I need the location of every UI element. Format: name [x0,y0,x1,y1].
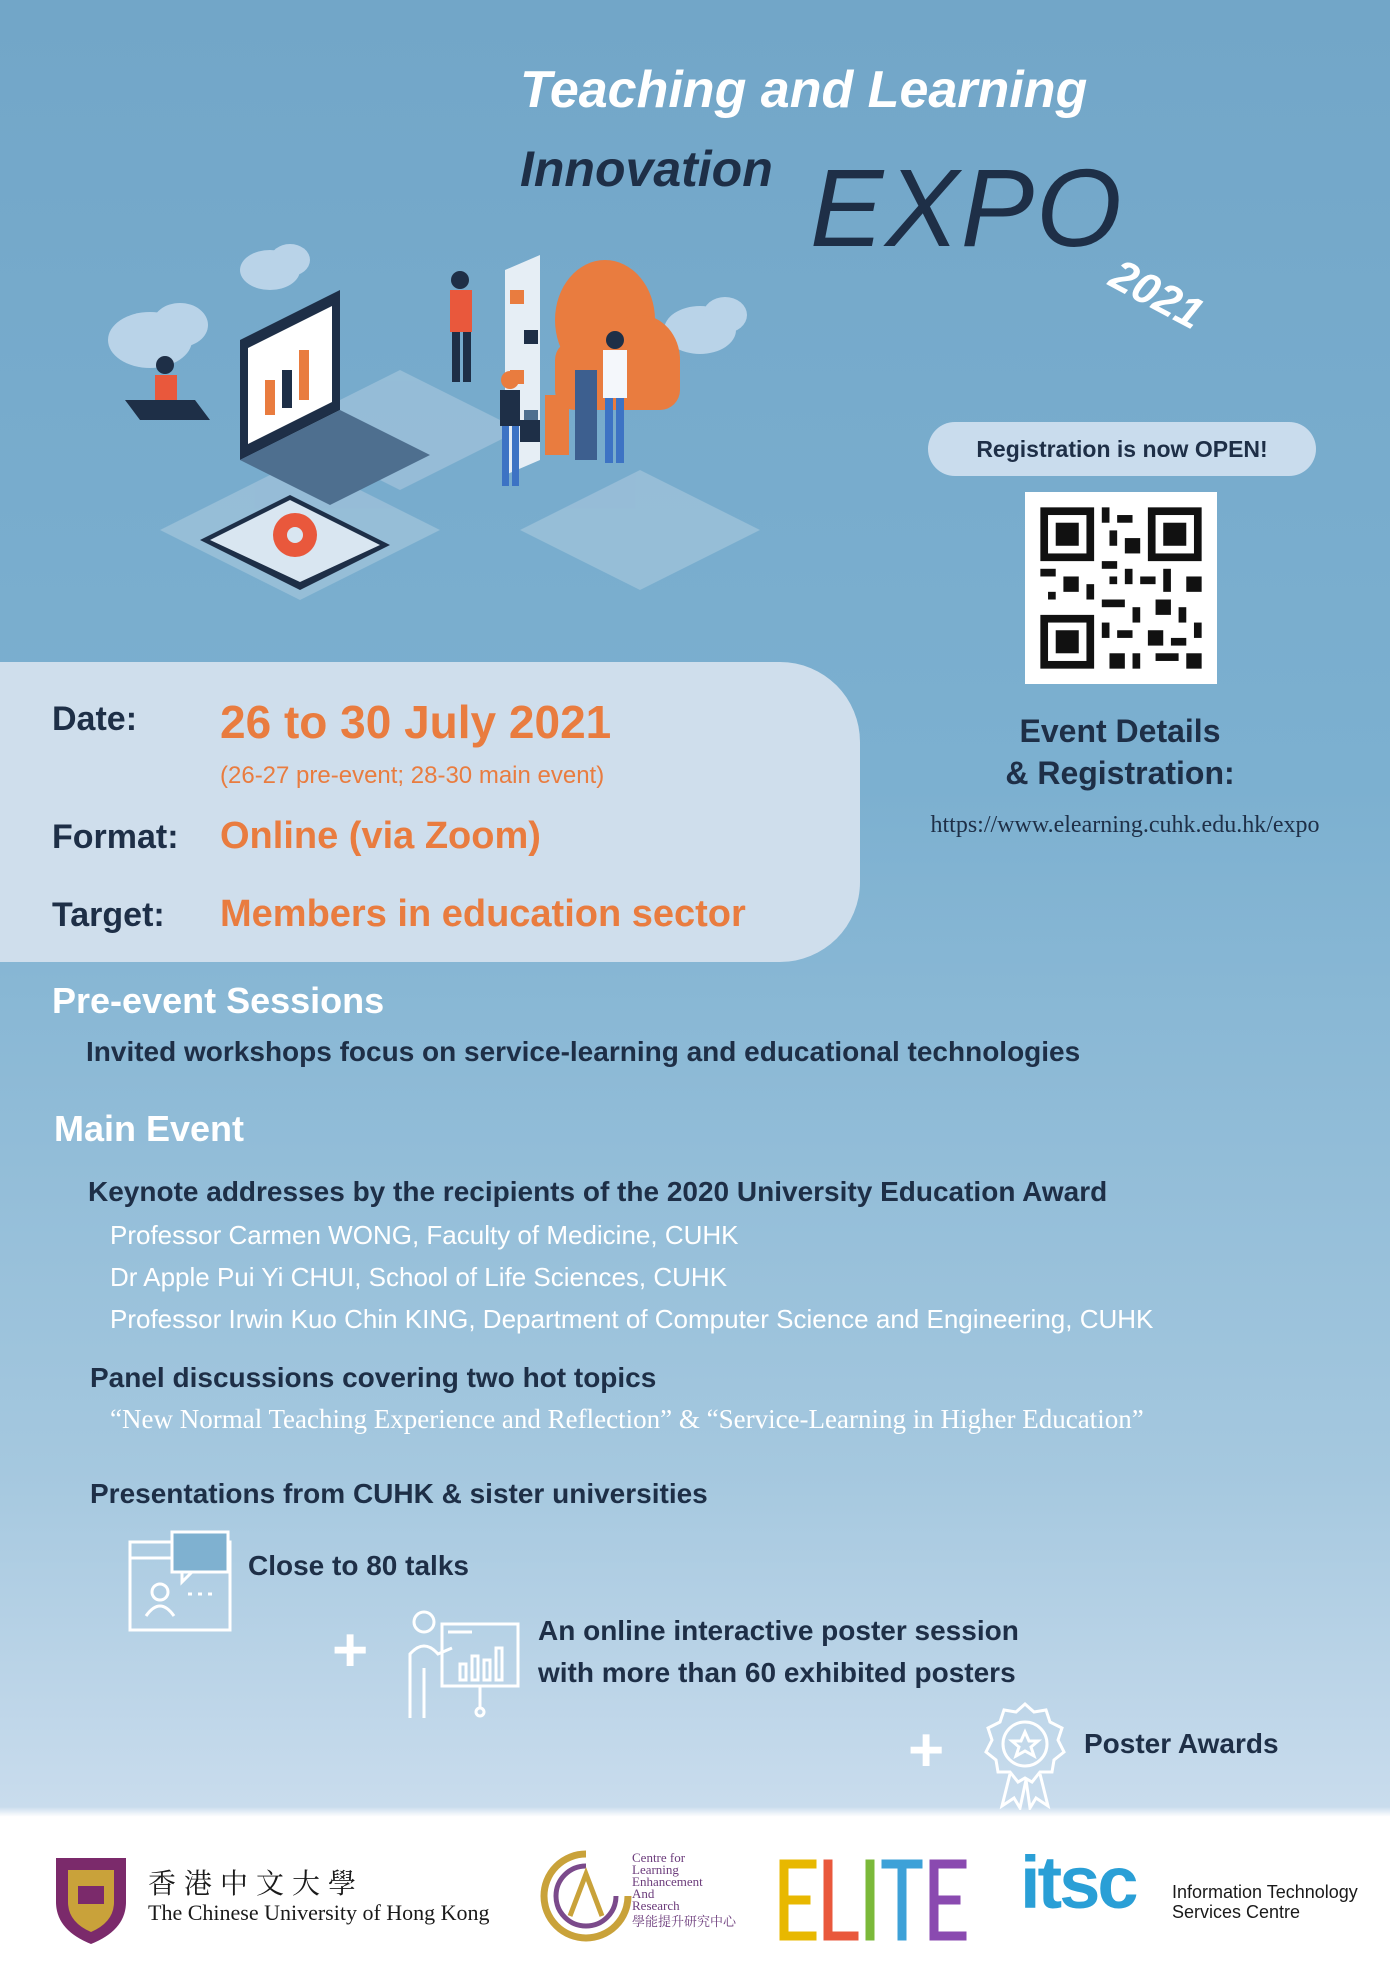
elite-logo [778,1858,974,1947]
title-year: 2021 [1101,250,1212,340]
hero-illustration [100,230,880,650]
poster-presentation-icon [402,1608,522,1720]
qr-code[interactable] [1025,492,1217,684]
clear-name-english [632,1852,736,1928]
qr-code-graphic [1025,492,1217,684]
talks-text: Close to 80 talks [248,1550,469,1581]
itsc-name [1172,1882,1358,1922]
clear-line-1: Centre for [632,1850,686,1865]
event-details-line-1: Event Details [1019,713,1221,749]
event-details-line-2: & Registration: [1005,755,1235,791]
title-line-1: Teaching and Learning [520,61,1088,119]
poster-line-2: with more than 60 exhibited posters [538,1657,1016,1688]
target-value: Members in education sector [220,893,746,935]
pre-event-heading: Pre-event Sessions [52,980,385,1021]
poster-awards-text: Poster Awards [1084,1728,1279,1759]
clear-line-4: And [632,1886,655,1901]
main-event-heading: Main Event [54,1108,245,1149]
date-value: 26 to 30 July 2021 [220,696,612,748]
date-label: Date: [52,700,138,738]
presentations-heading: Presentations from CUHK & sister universities [90,1478,708,1509]
plus-sign-2: + [908,1716,945,1785]
clear-line-5: Research [632,1898,680,1913]
speaker-1: Professor Carmen WONG, Faculty of Medicine, CUHK [110,1220,739,1250]
itsc-line-2: Services Centre [1172,1902,1301,1922]
poster-line-1: An online interactive poster session [538,1615,1019,1646]
title-line-2: Innovation [520,141,773,197]
panel-topics: “New Normal Teaching Experience and Reflection” & “Service-Learning in Higher Education” [110,1404,1144,1434]
title-expo: EXPO [810,147,1124,270]
plus-sign-1: + [332,1616,369,1685]
speaker-2: Dr Apple Pui Yi CHUI, School of Life Sciences, CUHK [110,1262,728,1292]
cuhk-name-chinese: 香港中文大學 [148,1867,365,1900]
pre-event-text: Invited workshops focus on service-learning and educational technologies [86,1036,1081,1067]
clear-line-3: Enhancement [632,1874,703,1889]
registration-link[interactable]: https://www.elearning.cuhk.edu.hk/expo [930,812,1320,838]
panel-heading: Panel discussions covering two hot topics [90,1362,657,1393]
poster-session-text [538,1610,1019,1694]
talks-icon [128,1530,232,1634]
clear-line-2: Learning [632,1862,679,1877]
registration-open-badge: Registration is now OPEN! [928,422,1316,476]
award-badge-icon [980,1700,1070,1810]
clear-logo [536,1846,636,1951]
format-label: Format: [52,818,179,856]
speaker-3: Professor Irwin Kuo Chin KING, Department of Computer Science and Engineering, CUHK [110,1304,1154,1334]
target-label: Target: [52,896,165,934]
itsc-logo-mark: itsc [1020,1841,1136,1924]
clear-name-chinese: 學能提升研究中心 [632,1914,737,1929]
event-details-heading [920,710,1320,794]
date-note: (26-27 pre-event; 28-30 main event) [220,762,605,789]
keynote-heading: Keynote addresses by the recipients of the 2020 University Education Award [88,1176,1108,1207]
cuhk-name-english: The Chinese University of Hong Kong [148,1900,490,1925]
format-value: Online (via Zoom) [220,815,541,857]
cuhk-crest-logo [48,1852,134,1953]
itsc-line-1: Information Technology [1172,1882,1358,1902]
